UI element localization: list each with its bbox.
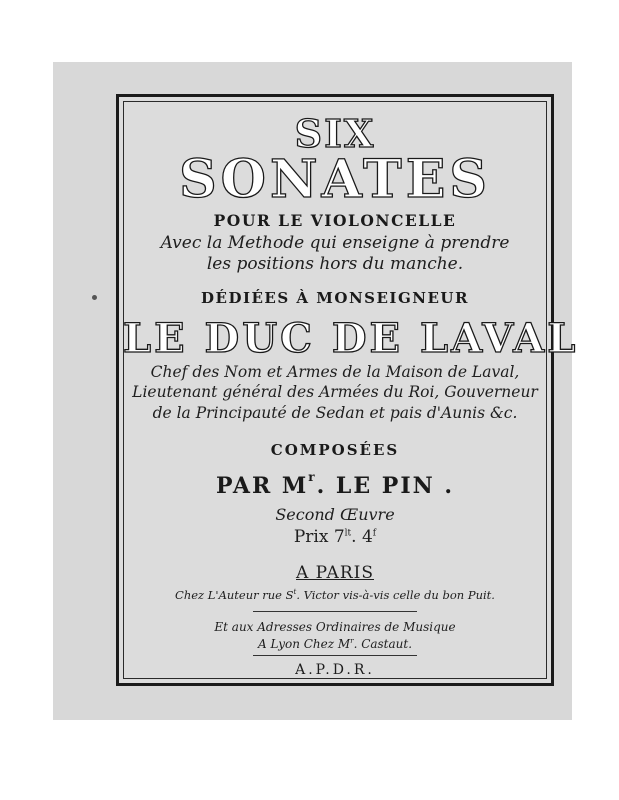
dedicatee-titles-line-3: de la Principauté de Sedan et pais d'Aunis &c.	[152, 404, 518, 422]
method-line-2: les positions hors du manche.	[206, 254, 464, 274]
address-line	[123, 588, 547, 602]
price-mid: . 4	[351, 527, 373, 547]
composer-prefix: PAR M	[215, 473, 309, 499]
dedicatee-name: LE DUC DE LAVAL	[123, 315, 579, 362]
subtitle-violoncelle: POUR LE VIOLONCELLE	[213, 211, 457, 230]
separator-rule	[253, 611, 417, 612]
dedicatee-titles-line-2: Lieutenant général des Armées du Roi, Gouverneur	[132, 383, 538, 401]
city-name: A PARIS	[296, 563, 374, 583]
price-line	[123, 527, 547, 547]
composed-line: COMPOSÉES	[270, 441, 400, 459]
addresses-line-2-rest: . Castaut.	[353, 637, 413, 651]
title-page-content	[123, 101, 579, 679]
title-sonates: SONATES	[179, 149, 491, 210]
dedication-line: DÉDIÉES À MONSEIGNEUR	[201, 289, 469, 307]
address-superscript: t	[293, 588, 297, 597]
paper-blemish	[92, 295, 97, 300]
addresses-line-2-superscript: r	[350, 637, 354, 645]
address-prefix: Chez L'Auteur rue S	[175, 588, 294, 602]
price-livres: lt	[344, 528, 352, 539]
price-prefix: Prix 7	[293, 527, 345, 547]
composer-line	[123, 470, 547, 499]
price-sous: f	[372, 528, 377, 539]
method-line-1: Avec la Methode qui enseigne à prendre	[160, 233, 510, 253]
addresses-line-2-prefix: A Lyon Chez M	[257, 637, 351, 651]
addresses-line-2	[123, 637, 547, 651]
addresses-line-1: Et aux Adresses Ordinaires de Musique	[214, 620, 456, 634]
privilege-line: A.P.D.R.	[295, 662, 375, 678]
dedicatee-titles-line-1: Chef des Nom et Armes de la Maison de Laval,	[150, 363, 520, 381]
city-line	[123, 563, 547, 583]
separator-rule-2	[253, 655, 417, 656]
title-six: SIX	[294, 111, 376, 156]
composer-superscript: r	[308, 470, 317, 484]
opus-line: Second Œuvre	[275, 505, 395, 524]
address-rest: . Victor vis-à-vis celle du bon Puit.	[296, 588, 495, 602]
composer-name: . LE PIN .	[316, 473, 455, 499]
